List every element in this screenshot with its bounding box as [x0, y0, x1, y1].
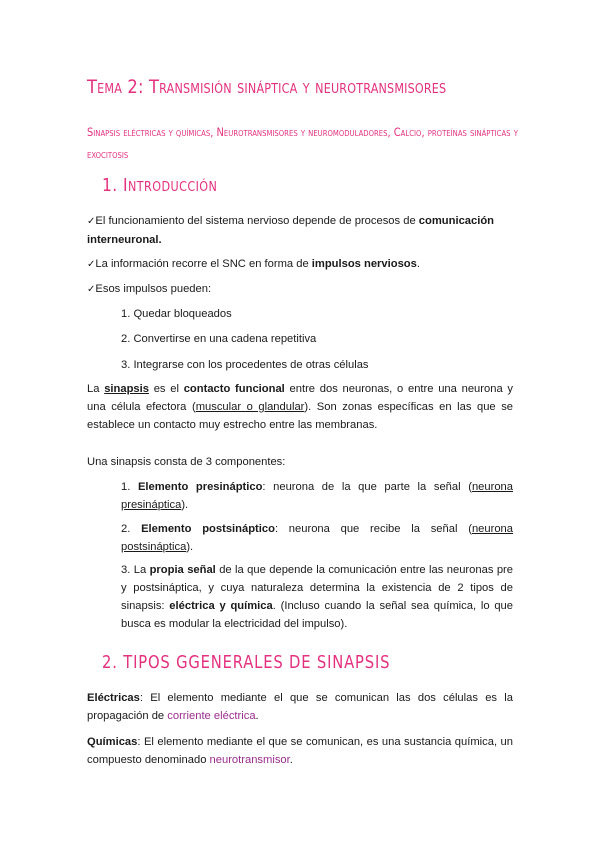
- checkmark-icon: ✓: [87, 259, 96, 270]
- synapse-definition-paragraph: La sinapsis es el contacto funcional entre dos neuronas, o entre una neurona y una célula efectora (muscular o glandular). Son zonas específicas en las que se establece un contacto muy estrecho entre las membranas.: [87, 383, 514, 431]
- sinapsis-type-electricas: Eléctricas: El elemento mediante el que se comunican las dos células es la propagación de corriente eléctrica.: [87, 692, 513, 722]
- section-heading-tipos-sinapsis: 2. TIPOS GGENERALES DE SINAPSIS: [102, 652, 391, 673]
- sinapsis-type-quimicas: Químicas: El elemento mediante el que se comunican, es una sustancia química, un compuesto denominado neurotransmisor.: [87, 736, 513, 766]
- list-item: 2. Convertirse en una cadena repetitiva: [121, 333, 317, 345]
- component-item-senal: 3. La propia señal de la que depende la comunicación entre las neuronas pre y postsináptica, y cuya naturaleza determina la existencia de 2 tipos de sinapsis: eléctrica y química. (Incluso cuando la señal sea química, lo que busca es modular la electricidad del impulso).: [121, 564, 513, 630]
- component-item-presinaptico: 1. Elemento presináptico: neurona de la que parte la señal (neurona presináptica).: [121, 481, 513, 511]
- checkmark-icon: ✓: [87, 216, 96, 227]
- check-item-comunicacion: ✓El funcionamiento del sistema nervioso depende de procesos de comunicación interneuronal.: [87, 215, 495, 246]
- list-item: 1. Quedar bloqueados: [121, 308, 232, 320]
- document-title: Tema 2: Transmisión sináptica y neurotransmisores: [87, 76, 447, 98]
- term-neurotransmisor: neurotransmisor: [209, 754, 290, 766]
- section-heading-introduccion: 1. Introducción: [102, 175, 218, 196]
- checkmark-icon: ✓: [87, 284, 96, 295]
- component-item-postsinaptico: 2. Elemento postsináptico: neurona que recibe la señal (neurona postsináptica).: [121, 523, 513, 553]
- term-sinapsis: sinapsis: [104, 383, 149, 395]
- term-corriente-electrica: corriente eléctrica: [167, 710, 256, 722]
- components-intro: Una sinapsis consta de 3 componentes:: [87, 456, 286, 468]
- check-item-pueden: ✓Esos impulsos pueden:: [87, 283, 212, 295]
- document-subtitle: Sinapsis eléctricas y químicas, Neurotransmisores y neuromoduladores, Calcio, proteínas sinápticas y exocitosis: [87, 125, 518, 161]
- list-item: 3. Integrarse con los procedentes de otras células: [121, 359, 369, 371]
- check-item-impulsos: ✓La información recorre el SNC en forma de impulsos nerviosos.: [87, 258, 420, 270]
